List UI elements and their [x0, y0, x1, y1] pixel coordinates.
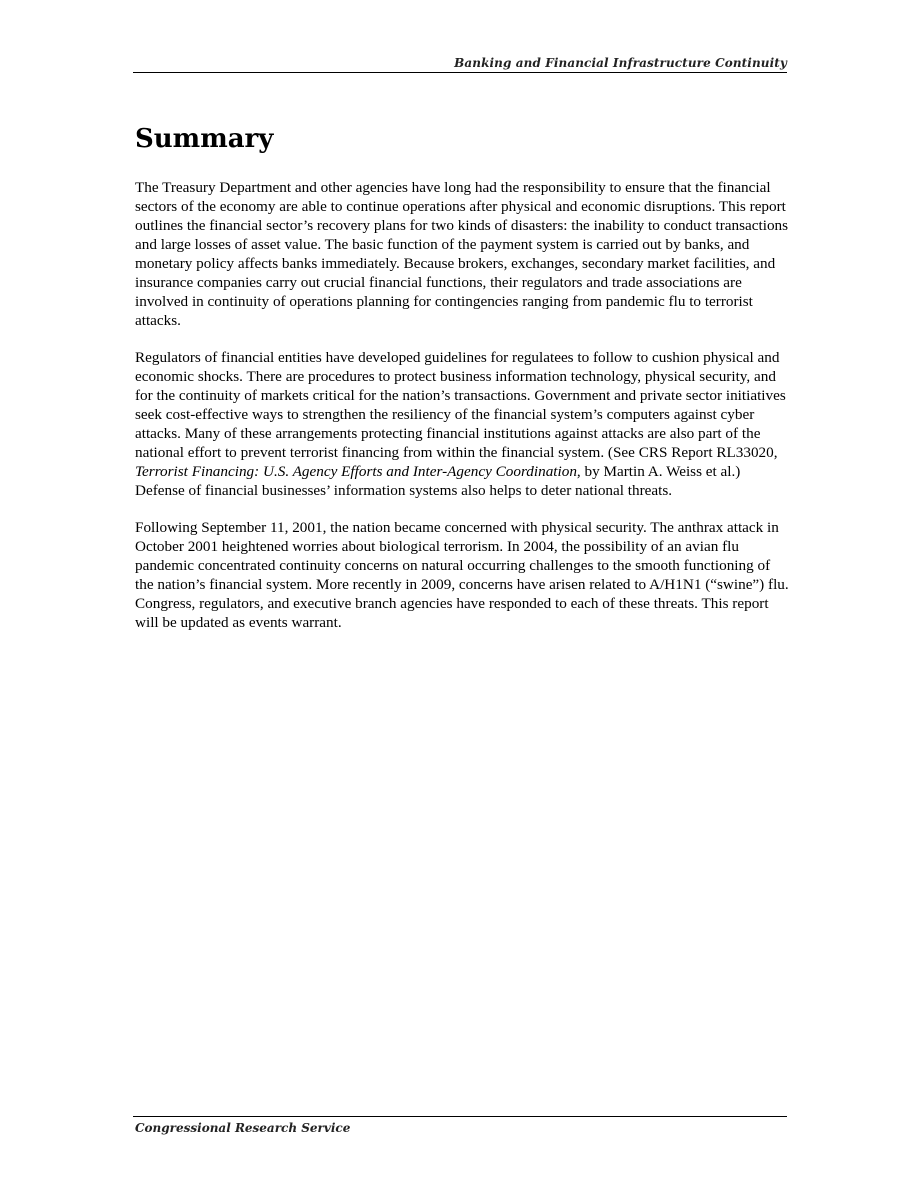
header-rule — [133, 72, 787, 73]
running-header: Banking and Financial Infrastructure Continuity — [454, 56, 787, 70]
paragraph-2-text-b: , by Martin A. Weiss et al.) Defense of financial businesses’ information systems also helps to deter national threats. — [135, 463, 741, 499]
page-title: Summary — [135, 124, 274, 154]
paragraph-2-text-a: Regulators of financial entities have developed guidelines for regulatees to follow to cushion physical and economic shocks. There are procedures to protect business information technology, physical security, and for the continuity of markets critical for the nation’s transactions. Government and private sector initiatives seek cost-effective ways to strengthen the resiliency of the financial system’s computers against cyber attacks. Many of these arrangements protecting financial institutions against attacks are also part of the national effort to prevent terrorist financing from within the financial system. (See CRS Report RL33020, — [135, 349, 786, 461]
paragraph-1: The Treasury Department and other agencies have long had the responsibility to ensure that the financial sectors of the economy are able to continue operations after physical and economic disruptions. This report outlines the financial sector’s recovery plans for two kinds of disasters: the inability to conduct transactions and large losses of asset value. The basic function of the payment system is carried out by banks, and monetary policy affects banks immediately. Because brokers, exchanges, secondary market facilities, and insurance companies carry out crucial financial functions, their regulators and trade associations are involved in continuity of operations planning for contingencies ranging from pandemic flu to terrorist attacks. — [135, 179, 789, 329]
paragraph-3: Following September 11, 2001, the nation became concerned with physical security. The anthrax attack in October 2001 heightened worries about biological terrorism. In 2004, the possibility of an avian flu pandemic concentrated continuity concerns on natural occurring challenges to the smooth functioning of the nation’s financial system. More recently in 2009, concerns have arisen related to A/H1N1 (“swine”) flu. Congress, regulators, and executive branch agencies have responded to each of these threats. This report will be updated as events warrant. — [135, 519, 789, 631]
footer-rule — [133, 1116, 787, 1117]
report-title-italic: Terrorist Financing: U.S. Agency Efforts and Inter-Agency Coordination — [135, 463, 577, 480]
summary-body — [135, 178, 791, 650]
running-footer: Congressional Research Service — [135, 1121, 351, 1135]
paragraph-2 — [135, 348, 791, 500]
